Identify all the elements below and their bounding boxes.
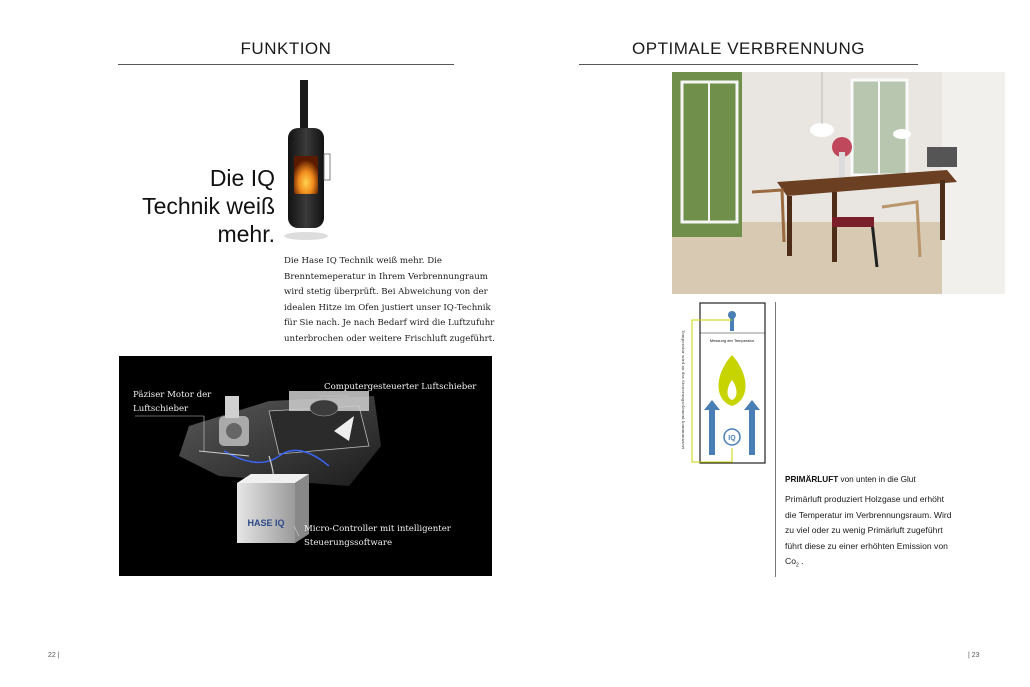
label-air-slider: Computergesteuerter Luftschieber: [324, 382, 477, 392]
headline: [120, 164, 275, 248]
primary-air-heading-rest: von unten in die Glut: [838, 475, 916, 484]
section-title-funktion: FUNKTION: [240, 39, 332, 58]
primary-air-body-main: Primärluft produziert Holzgase und erhöht die Temperatur im Verbrennungsraum. Wird zu viel oder zu wenig Primärluft zugeführt führt diese zu einer erhöhten Emission von Co: [785, 494, 952, 566]
primary-air-body-end: .: [798, 556, 804, 566]
page-number-left: 22 |: [48, 652, 60, 659]
function-body-text: Die Hase IQ Technik weiß mehr. Die Brenntemeperatur in Ihrem Verbrennungraum wird stetig überprüft. Bei Abweichung von der idealen Hitze im Ofen justiert unser IQ-Technik für Sie nach. Je nach Bedarf wird die Luftzufuhr unterbrochen oder weitere Frischluft zugeführt.: [284, 256, 495, 344]
headline-line-3: mehr.: [217, 221, 275, 247]
stove-illustration: [284, 80, 344, 255]
label-motor: Päziser Motor der Luftschieber: [133, 390, 212, 414]
co2-subscript: 2: [796, 562, 799, 569]
iq-technology-panel: [119, 356, 492, 576]
diagram-side-text: Temperatur wird an das Steuerungselement kommuniziert: [681, 330, 686, 450]
title-rule-left: [118, 64, 454, 65]
temperature-measurement-label: Messung der Temperatur: [709, 338, 755, 343]
headline-line-1: Die IQ: [209, 165, 275, 191]
primary-air-body: [785, 492, 955, 574]
combustion-diagram: [674, 300, 774, 470]
primary-air-heading-bold: PRIMÄRLUFT: [785, 475, 839, 484]
vertical-divider: [775, 302, 776, 577]
primary-air-heading: [785, 475, 916, 484]
iq-badge: IQ: [728, 435, 736, 442]
label-micro-controller: Micro-Controller mit intelligenter Steuerungssoftware: [304, 524, 451, 548]
dining-room-photo: [672, 72, 1005, 294]
headline-line-2: Technik weiß: [142, 193, 275, 219]
hase-iq-logo: HASE IQ: [247, 518, 285, 528]
title-rule-right: [579, 64, 918, 65]
page-number-right: | 23: [968, 652, 980, 659]
section-title-optimale-verbrennung: OPTIMALE VERBRENNUNG: [632, 39, 865, 58]
